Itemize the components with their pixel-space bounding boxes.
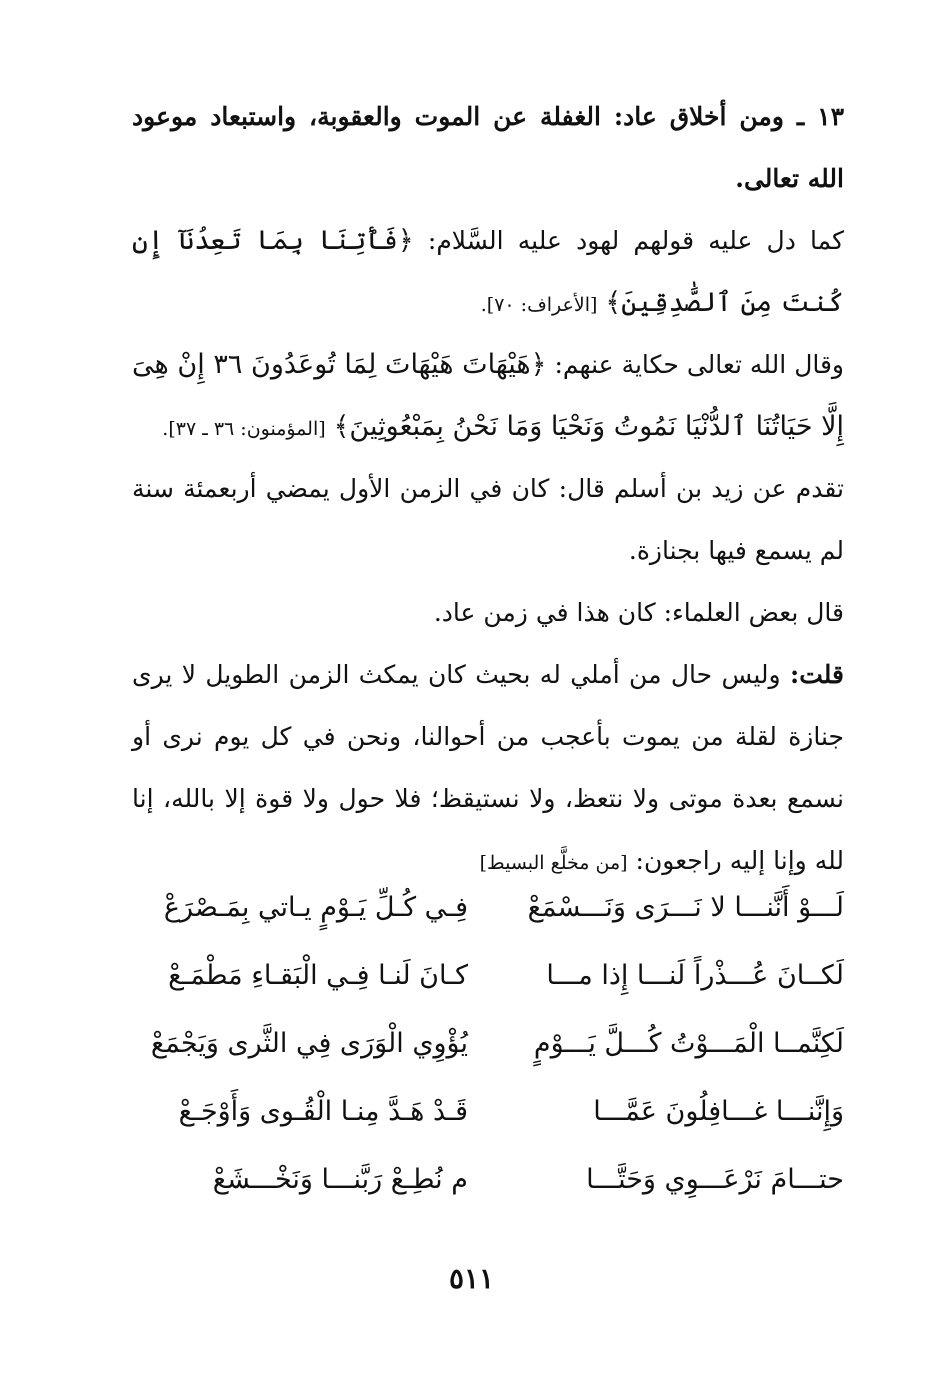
poem-first-hemistich: حتـــامَ نَرْعَـــوِي وَحَتَّـــا <box>586 1164 844 1195</box>
section-heading-text: ومن أخلاق عاد: الغفلة عن الموت والعقوبة، واستبعاد موعود الله تعالى. <box>132 102 844 193</box>
remark-label: قلت: <box>789 660 844 689</box>
section-heading <box>132 86 844 210</box>
paragraph-5 <box>132 644 844 894</box>
poem-verse <box>128 1164 844 1224</box>
quran-verse-2: ﴿هَيْهَاتَ هَيْهَاتَ لِمَا تُوعَدُونَ ٣٦ إِنْ هِىَ إِلَّا حَيَاتُنَا ٱلدُّنْيَا نَمُوتُ وَنَحْيَا وَمَا نَحْنُ بِمَبْعُوثِينَ﴾ <box>132 349 844 442</box>
paragraph-1 <box>132 210 844 336</box>
poem-first-hemistich: لَكــانَ عُـــذْراً لَنـــا إِذا مـــا <box>546 960 844 991</box>
page-number: ٥١١ <box>448 1262 495 1295</box>
paragraph-5-text: وليس حال من أملي له بحيث كان يمكث الزمن الطويل لا يرى جنازة لقلة من يموت بأعجب من أحوالنا، ونحن في كل يوم نرى أو نسمع بعدة موتى ولا نتعظ، ولا نستيقظ؛ فلا حول ولا قوة إلا بالله، إنا لله وإنا إليه راجعون: <box>132 660 844 875</box>
poem-first-hemistich: وَإِنَّنـــا غـــافِلُونَ عَمَّـــا <box>593 1096 844 1127</box>
poem-verse <box>128 1096 844 1156</box>
poem-second-hemistich: كـانَ لَنـا فِـي الْبَقـاءِ مَطْمَـعْ <box>168 960 468 991</box>
poem-verse <box>128 892 844 952</box>
paragraph-4: قال بعض العلماء: كان هذا في زمن عاد. <box>433 598 844 627</box>
quran-reference-1: [الأعراف: ٧٠]. <box>480 294 598 316</box>
poem-verse <box>128 1028 844 1088</box>
poem-first-hemistich: لَكِنَّمــا الْمَـــوْتُ كُـــلَّ يَـــوْمٍ <box>533 1028 844 1059</box>
poem-verse <box>128 960 844 1020</box>
section-number: ١٣ ـ <box>796 102 844 131</box>
poem-second-hemistich: يُؤْوِي الْوَرَى فِي الثَّرى وَيَجْمَعْ <box>150 1028 468 1059</box>
poem-meter: [من مخلَّع البسيط] <box>479 852 628 874</box>
quran-verse-1: ﴿فَأْتِنَا بِمَا تَعِدُنَآ إِن كُنتَ مِنَ ٱلصَّٰدِقِينَ﴾ <box>132 225 844 318</box>
paragraph-2-intro: وقال الله تعالى حكاية عنهم: <box>554 350 844 379</box>
poem-second-hemistich: فِـي كُـلِّ يَـوْمٍ يـاتي بِمَـصْرَعْ <box>163 892 468 923</box>
paragraph-2 <box>132 334 844 460</box>
poem-first-hemistich: لَـــوْ أَنَّنـــا لا نَـــرَى وَنَـــسْمَعْ <box>527 892 844 923</box>
poem-second-hemistich: م نُطِـعْ رَبَّنـــا وَنَخْـــشَعْ <box>212 1164 468 1195</box>
poem-second-hemistich: قَـدْ هَـدَّ مِنـا الْقُـوى وَأَوْجَـعْ <box>178 1096 468 1127</box>
paragraph-1-intro: كما دل عليه قولهم لهود عليه السَّلام: <box>427 226 844 255</box>
quran-reference-2: [المؤمنون: ٣٦ ـ ٣٧]. <box>162 418 326 440</box>
paragraph-3: تقدم عن زيد بن أسلم قال: كان في الزمن الأول يمضي أربعمئة سنة لم يسمع فيها بجنازة. <box>132 474 844 565</box>
